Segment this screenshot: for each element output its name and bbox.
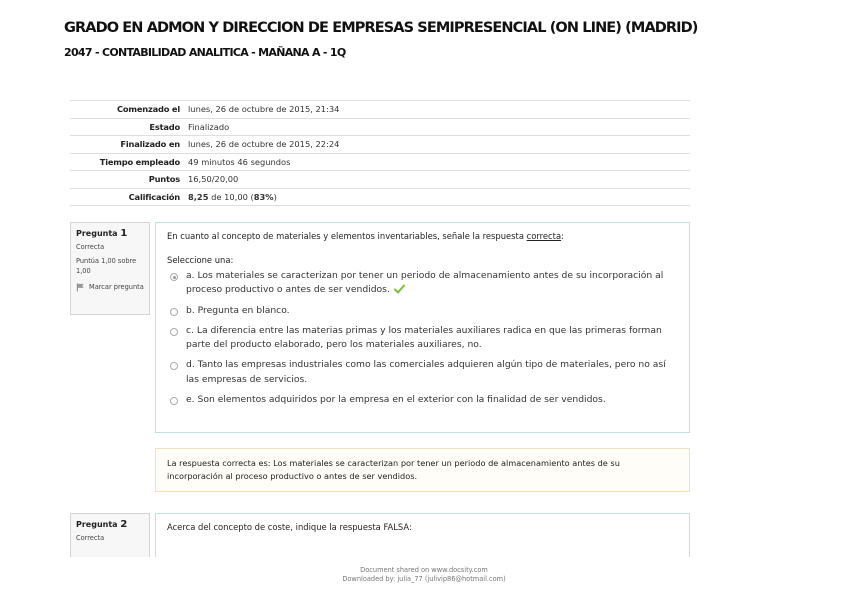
question-2-state: Correcta xyxy=(76,534,105,542)
summary-row xyxy=(70,171,690,189)
answer-option-a[interactable] xyxy=(167,269,678,298)
course-title: 2047 - CONTABILIDAD ANALITICA - MAÑANA A - 1Q xyxy=(64,46,346,59)
summary-row xyxy=(70,136,690,154)
grade-value xyxy=(188,188,690,206)
question-2-content xyxy=(155,513,690,557)
answer-option-e[interactable] xyxy=(167,393,678,407)
question-1-points: Puntúa 1,00 sobre 1,00 xyxy=(76,256,137,275)
question-number: 2 xyxy=(120,519,128,530)
question-number: 1 xyxy=(120,228,128,239)
grade-score: 8,25 xyxy=(188,191,209,202)
answer-option-text: c. La diferencia entre las materias primas y los materiales auxiliares radica en que las primeras forman parte del producto elaborado, pero los materiales auxiliares, no. xyxy=(186,324,662,350)
answer-option-text: d. Tanto las empresas industriales como las comerciales adquieren algún tipo de materiales, pero no así las empresas de servicios. xyxy=(186,359,666,385)
summary-value: lunes, 26 de octubre de 2015, 21:34 xyxy=(188,101,690,119)
radio-unselected[interactable] xyxy=(170,308,178,316)
attempt-summary-table xyxy=(70,100,690,206)
summary-row xyxy=(70,118,690,136)
summary-value: lunes, 26 de octubre de 2015, 22:24 xyxy=(188,136,690,154)
answer-option-c[interactable] xyxy=(167,324,678,353)
question-2-info xyxy=(70,513,150,557)
grade-label: Calificación xyxy=(70,188,188,206)
summary-value: 49 minutos 46 segundos xyxy=(188,153,690,171)
answer-option-text: e. Son elementos adquiridos por la empresa en el exterior con la finalidad de ser vendidos. xyxy=(186,393,606,405)
flag-question-label: Marcar pregunta xyxy=(89,283,144,292)
summary-label: Puntos xyxy=(70,171,188,189)
radio-unselected[interactable] xyxy=(170,397,178,405)
select-one-prompt: Seleccione una: xyxy=(167,255,234,265)
page-title: GRADO EN ADMON Y DIRECCION DE EMPRESAS SEMIPRESENCIAL (ON LINE) (MADRID) xyxy=(64,20,698,36)
answer-option-label xyxy=(186,269,678,298)
summary-label: Tiempo empleado xyxy=(70,153,188,171)
footer-downloaded-line: Downloaded by: julia_77 (julivip86@hotmail.com) xyxy=(342,575,506,584)
grade-middle: de 10,00 ( xyxy=(208,191,254,202)
question-prefix: Pregunta xyxy=(76,520,121,529)
grade-percent: 83% xyxy=(253,191,274,202)
question-1-state: Correcta xyxy=(76,243,105,251)
document-footer xyxy=(0,566,848,584)
summary-row xyxy=(70,101,690,119)
flag-icon xyxy=(76,283,85,292)
summary-label: Finalizado en xyxy=(70,136,188,154)
summary-label: Estado xyxy=(70,118,188,136)
radio-unselected[interactable] xyxy=(170,328,178,336)
summary-value: Finalizado xyxy=(188,118,690,136)
question-2-number xyxy=(76,519,144,530)
summary-row-grade xyxy=(70,188,690,206)
question-1-number xyxy=(76,228,144,239)
answer-option-d[interactable] xyxy=(167,358,678,387)
question-1-info xyxy=(70,222,150,315)
radio-selected[interactable] xyxy=(170,273,178,281)
summary-row xyxy=(70,153,690,171)
grade-end: ) xyxy=(273,191,277,202)
answer-option-text: a. Los materiales se caracterizan por tener un periodo de almacenamiento antes de su incorporación al proceso productivo o antes de ser vendidos. xyxy=(186,270,664,296)
question-text: En cuanto al concepto de materiales y elementos inventariables, señale la respuesta xyxy=(167,231,527,241)
check-icon xyxy=(394,284,405,294)
answer-option-b[interactable] xyxy=(167,304,678,318)
question-text-emphasis: correcta xyxy=(526,231,562,241)
question-2-text: Acerca del concepto de coste, indique la respuesta FALSA: xyxy=(167,522,412,532)
answer-option-text: b. Pregunta en blanco. xyxy=(186,304,290,316)
question-text-end: : xyxy=(561,231,564,241)
question-1-content xyxy=(155,222,690,433)
question-prefix: Pregunta xyxy=(76,229,121,238)
radio-unselected[interactable] xyxy=(170,362,178,370)
correct-answer-feedback: La respuesta correcta es: Los materiales se caracterizan por tener un periodo de almacenamiento antes de su incorporación al proceso productivo o antes de ser vendidos. xyxy=(155,448,690,492)
flag-question-link[interactable] xyxy=(76,283,144,292)
footer-shared-line: Document shared on www.docsity.com xyxy=(360,566,488,574)
question-1-text xyxy=(167,231,678,241)
summary-label: Comenzado el xyxy=(70,101,188,119)
summary-value: 16,50/20,00 xyxy=(188,171,690,189)
